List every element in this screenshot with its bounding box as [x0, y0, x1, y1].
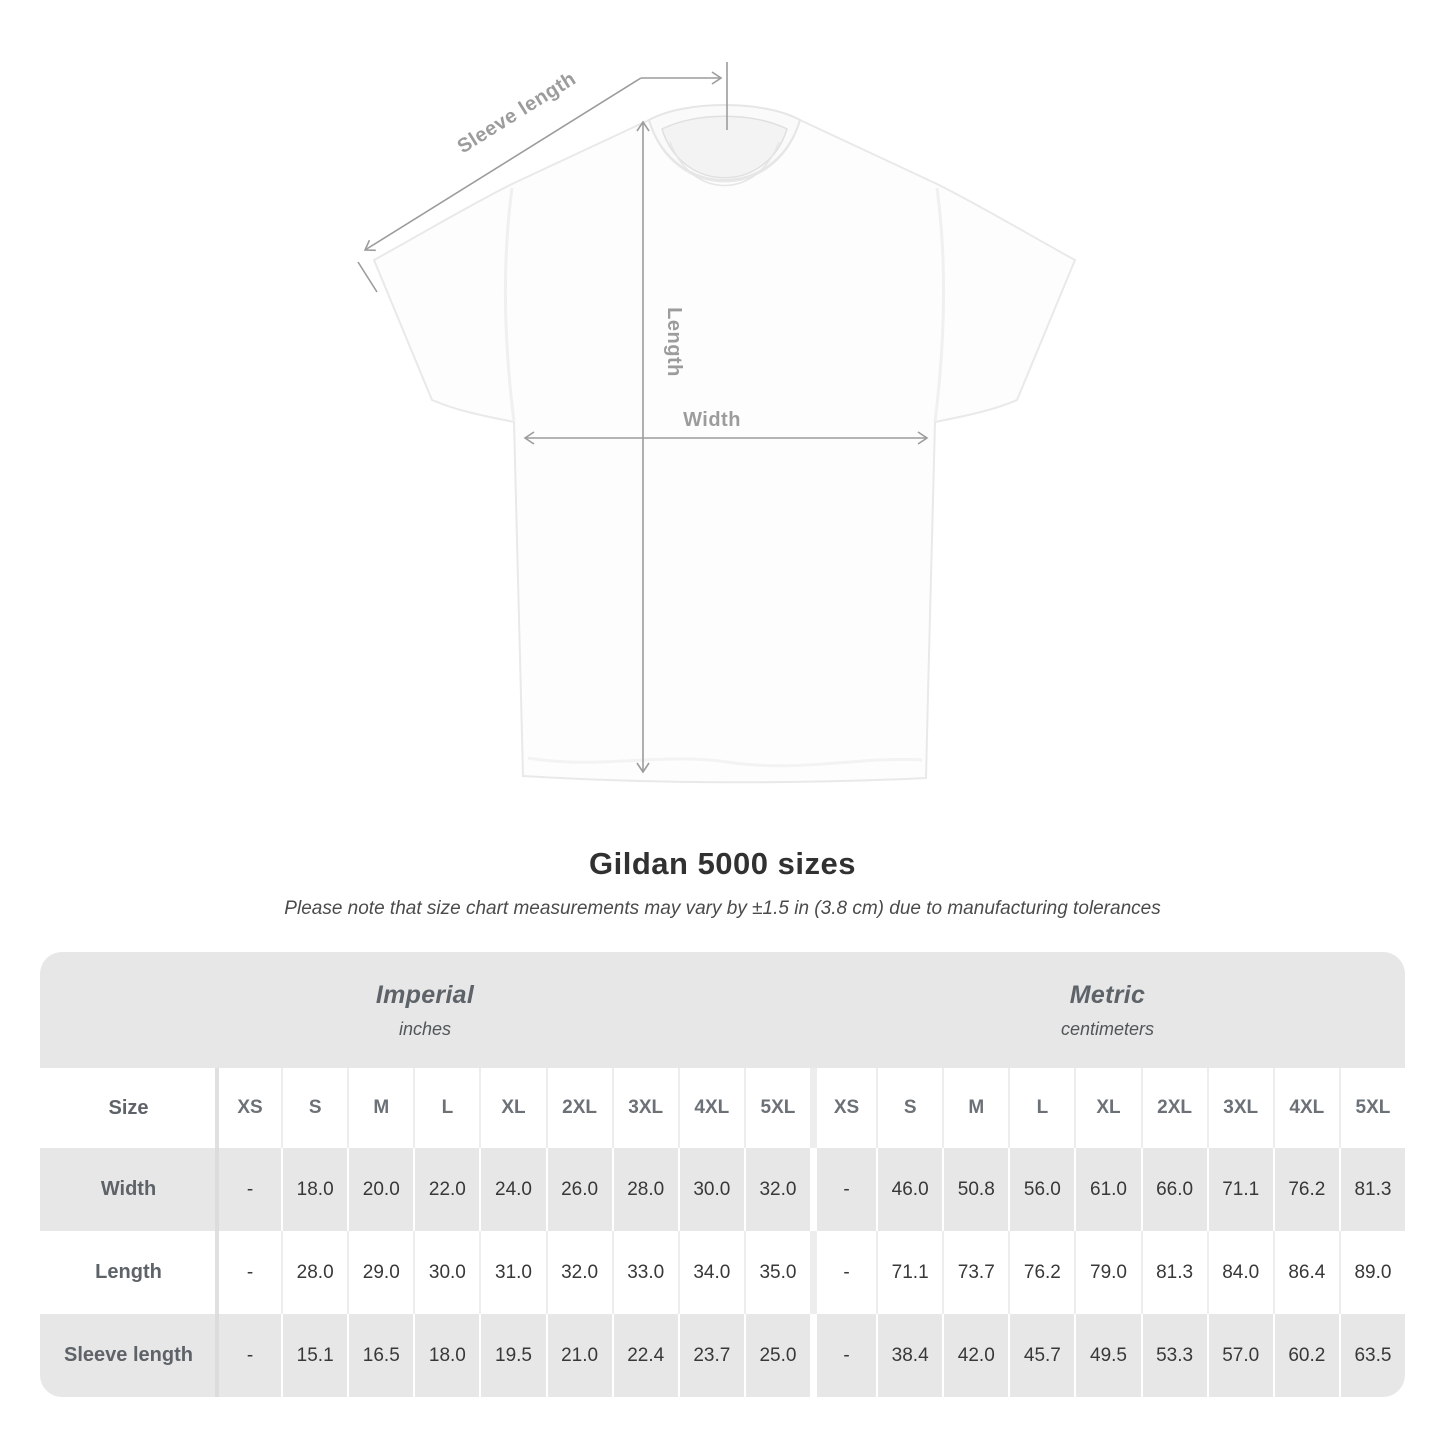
table-cell: 24.0	[479, 1148, 545, 1231]
table-cell: 61.0	[1074, 1148, 1140, 1231]
table-cell: 79.0	[1074, 1231, 1140, 1314]
metric-header-title: Metric	[1069, 980, 1146, 1009]
imperial-size-header: XL	[479, 1068, 545, 1148]
metric-size-header: 3XL	[1207, 1068, 1273, 1148]
size-table	[40, 952, 1405, 1397]
table-cell: 18.0	[281, 1148, 347, 1231]
table-cell: -	[215, 1314, 281, 1397]
length-label: Length	[663, 307, 685, 377]
imperial-header-title: Imperial	[375, 980, 475, 1009]
metric-size-header: 4XL	[1273, 1068, 1339, 1148]
table-cell: 71.1	[876, 1231, 942, 1314]
table-cell: 28.0	[281, 1231, 347, 1314]
row-label: Width	[40, 1148, 215, 1231]
table-cell: 23.7	[678, 1314, 744, 1397]
table-cell: 46.0	[876, 1148, 942, 1231]
table-cell: 32.0	[546, 1231, 612, 1314]
table-cell: 84.0	[1207, 1231, 1273, 1314]
table-cell: 81.3	[1141, 1231, 1207, 1314]
sleeve-end-tick	[358, 262, 377, 292]
table-cell: 71.1	[1207, 1148, 1273, 1231]
table-cell: 34.0	[678, 1231, 744, 1314]
imperial-size-header: L	[413, 1068, 479, 1148]
table-cell: 32.0	[744, 1148, 810, 1231]
imperial-size-header: 4XL	[678, 1068, 744, 1148]
table-cell: 63.5	[1339, 1314, 1405, 1397]
tolerance-note: Please note that size chart measurements may vary by ±1.5 in (3.8 cm) due to manufacturing tolerances	[284, 898, 1161, 919]
imperial-size-header: 3XL	[612, 1068, 678, 1148]
metric-size-header: 2XL	[1141, 1068, 1207, 1148]
table-cell: 49.5	[1074, 1314, 1140, 1397]
table-cell: 28.0	[612, 1148, 678, 1231]
metric-header	[810, 952, 1405, 1068]
metric-size-header: S	[876, 1068, 942, 1148]
table-cell: 30.0	[413, 1231, 479, 1314]
table-cell: 31.0	[479, 1231, 545, 1314]
row-label: Length	[40, 1231, 215, 1314]
metric-size-header: L	[1008, 1068, 1074, 1148]
table-cell: 73.7	[942, 1231, 1008, 1314]
table-cell: 53.3	[1141, 1314, 1207, 1397]
table-cell: -	[810, 1148, 876, 1231]
table-cell: 35.0	[744, 1231, 810, 1314]
metric-size-header: 5XL	[1339, 1068, 1405, 1148]
table-cell: 76.2	[1273, 1148, 1339, 1231]
table-cell: -	[810, 1231, 876, 1314]
table-cell: 25.0	[744, 1314, 810, 1397]
table-cell: 50.8	[942, 1148, 1008, 1231]
imperial-size-header: 2XL	[546, 1068, 612, 1148]
page-title: Gildan 5000 sizes	[589, 846, 856, 881]
row-label: Sleeve length	[40, 1314, 215, 1397]
width-label: Width	[683, 409, 741, 431]
table-cell: 57.0	[1207, 1314, 1273, 1397]
table-cell: 81.3	[1339, 1148, 1405, 1231]
size-column-header: Size	[40, 1068, 215, 1148]
tshirt-graphic	[374, 105, 1075, 782]
table-cell: 15.1	[281, 1314, 347, 1397]
metric-header-unit: centimeters	[1060, 1018, 1155, 1039]
sleeve-length-label: Sleeve length	[453, 67, 581, 159]
table-cell: 38.4	[876, 1314, 942, 1397]
table-cell: 21.0	[546, 1314, 612, 1397]
imperial-header-unit: inches	[398, 1018, 452, 1039]
table-cell: 22.0	[413, 1148, 479, 1231]
imperial-size-header: XS	[215, 1068, 281, 1148]
imperial-size-header: S	[281, 1068, 347, 1148]
table-cell: -	[810, 1314, 876, 1397]
table-cell: 16.5	[347, 1314, 413, 1397]
imperial-size-header: M	[347, 1068, 413, 1148]
table-cell: 30.0	[678, 1148, 744, 1231]
table-cell: 33.0	[612, 1231, 678, 1314]
table-cell: 29.0	[347, 1231, 413, 1314]
table-cell: 60.2	[1273, 1314, 1339, 1397]
imperial-header	[40, 952, 810, 1068]
imperial-size-header: 5XL	[744, 1068, 810, 1148]
table-cell: 66.0	[1141, 1148, 1207, 1231]
table-cell: -	[215, 1148, 281, 1231]
table-cell: 18.0	[413, 1314, 479, 1397]
table-cell: -	[215, 1231, 281, 1314]
table-cell: 19.5	[479, 1314, 545, 1397]
table-cell: 89.0	[1339, 1231, 1405, 1314]
table-cell: 22.4	[612, 1314, 678, 1397]
table-cell: 86.4	[1273, 1231, 1339, 1314]
table-cell: 56.0	[1008, 1148, 1074, 1231]
metric-size-header: XS	[810, 1068, 876, 1148]
table-cell: 26.0	[546, 1148, 612, 1231]
table-cell: 76.2	[1008, 1231, 1074, 1314]
table-cell: 42.0	[942, 1314, 1008, 1397]
table-cell: 20.0	[347, 1148, 413, 1231]
metric-size-header: XL	[1074, 1068, 1140, 1148]
metric-size-header: M	[942, 1068, 1008, 1148]
table-cell: 45.7	[1008, 1314, 1074, 1397]
